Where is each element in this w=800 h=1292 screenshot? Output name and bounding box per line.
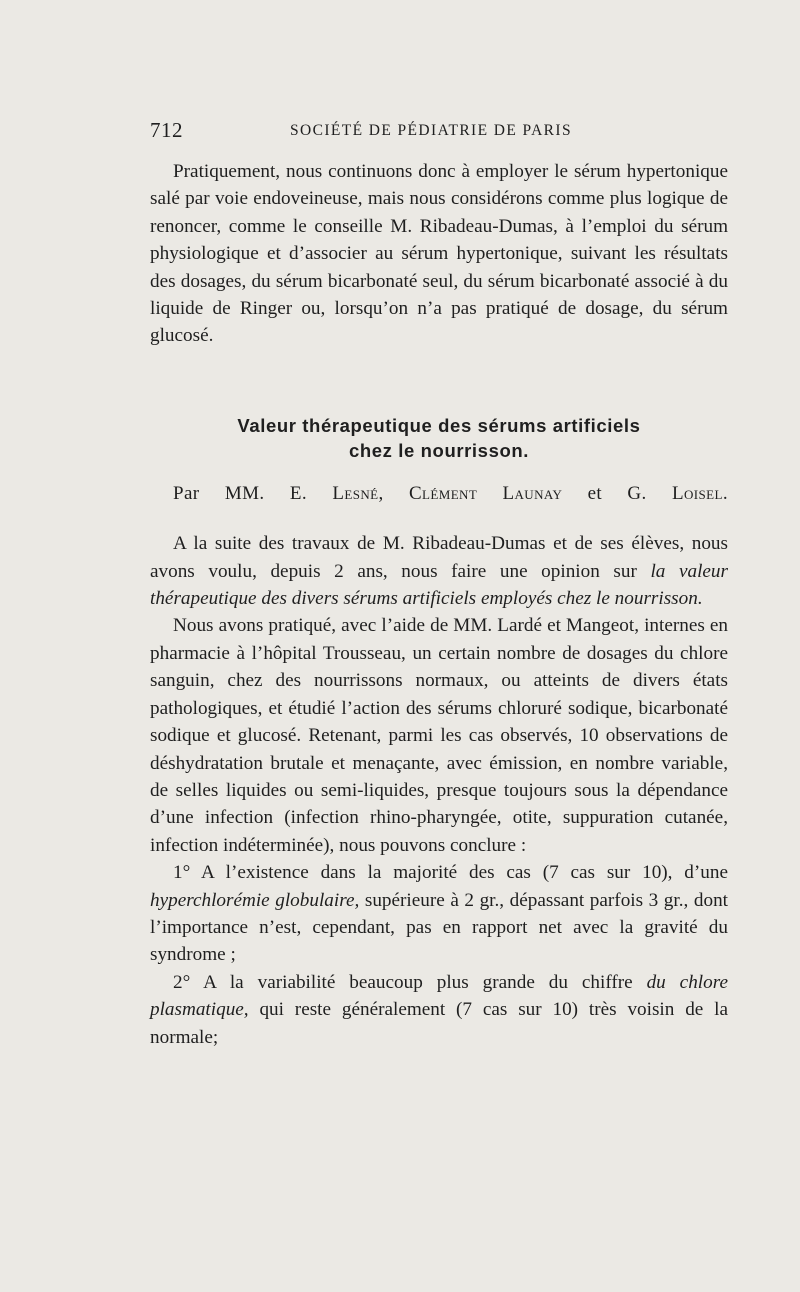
- point1-italic: hyperchlorémie globulaire,: [150, 889, 360, 911]
- point2-tail: qui reste généralement (7 cas sur 10) très voisin de la normale;: [150, 999, 728, 1048]
- section-title-line2: chez le nourrisson.: [349, 439, 529, 461]
- section-title: [150, 413, 728, 463]
- paragraph1-lead: A la suite des travaux de M. Ribadeau-Dumas et de ses élèves, nous avons voulu, depuis 2 ans, nous faire une opinion sur: [150, 533, 728, 582]
- page-number: 712: [150, 118, 183, 142]
- point2-italic: du chlore plasmatique,: [150, 971, 728, 1021]
- paragraph-methods: Nous avons pratiqué, avec l’aide de MM. Lardé et Mangeot, internes en pharmacie à l’hôpital Trousseau, un certain nombre de dosages du chlore sanguin, chez des nourrissons normaux, ou atteints de divers états pathologiques, et étudié l’action des sérums chloruré sodique, bicarbonaté sodique et glucosé. Retenant, parmi les cas observés, 10 observations de déshydratation brutale et menaçante, avec émission, en nombre variable, de selles liquides ou semi-liquides, presque toujours sous la dépendance d’une infection (infection rhino-pharyngée, otite, suppuration cutanée, infection indéterminée), nous pouvons conclure :: [150, 615, 728, 856]
- running-head: [150, 118, 730, 148]
- author-launay: Clément Launay: [408, 482, 563, 504]
- section-title-line1: Valeur thérapeutique des sérums artificiels: [237, 414, 641, 436]
- author-line: [150, 480, 728, 507]
- paragraph-intro-study: [150, 530, 728, 612]
- authors-connector: et: [587, 482, 603, 504]
- paragraph1-italic: la valeur thérapeutique des divers sérums artificiels employés chez le nourrisson.: [150, 560, 728, 610]
- author-loisel: G. Loisel.: [627, 482, 728, 504]
- conclusion-point-1: [150, 859, 728, 969]
- conclusion-point-2: [150, 969, 728, 1051]
- authors-prefix: Par MM.: [173, 482, 265, 504]
- intro-paragraph: Pratiquement, nous continuons donc à employer le sérum hypertonique salé par voie endoveineuse, mais nous considérons comme plus logique de renoncer, comme le conseille M. Ribadeau-Dumas, à l’emploi du sérum physiologique et d’associer au sérum hypertonique, suivant les résultats des dosages, du sérum bicarbonaté seul, du sérum bicarbonaté associé à du liquide de Ringer ou, lorsqu’on n’a pas pratiqué de dosage, du sérum glucosé.: [150, 161, 728, 347]
- journal-title: SOCIÉTÉ DE PÉDIATRIE DE PARIS: [290, 122, 573, 139]
- point2-lead: 2° A la variabilité beaucoup plus grande du chiffre: [173, 971, 647, 993]
- point1-tail: supérieure à 2 gr., dépassant parfois 3 gr., dont l’importance n’est, cependant, pas en rapport net avec la gravité du syndrome ;: [150, 889, 728, 966]
- author-lesne: E. Lesné,: [289, 482, 384, 504]
- article-text: [150, 158, 728, 1051]
- point1-lead: 1° A l’existence dans la majorité des cas (7 cas sur 10), d’une: [173, 862, 728, 884]
